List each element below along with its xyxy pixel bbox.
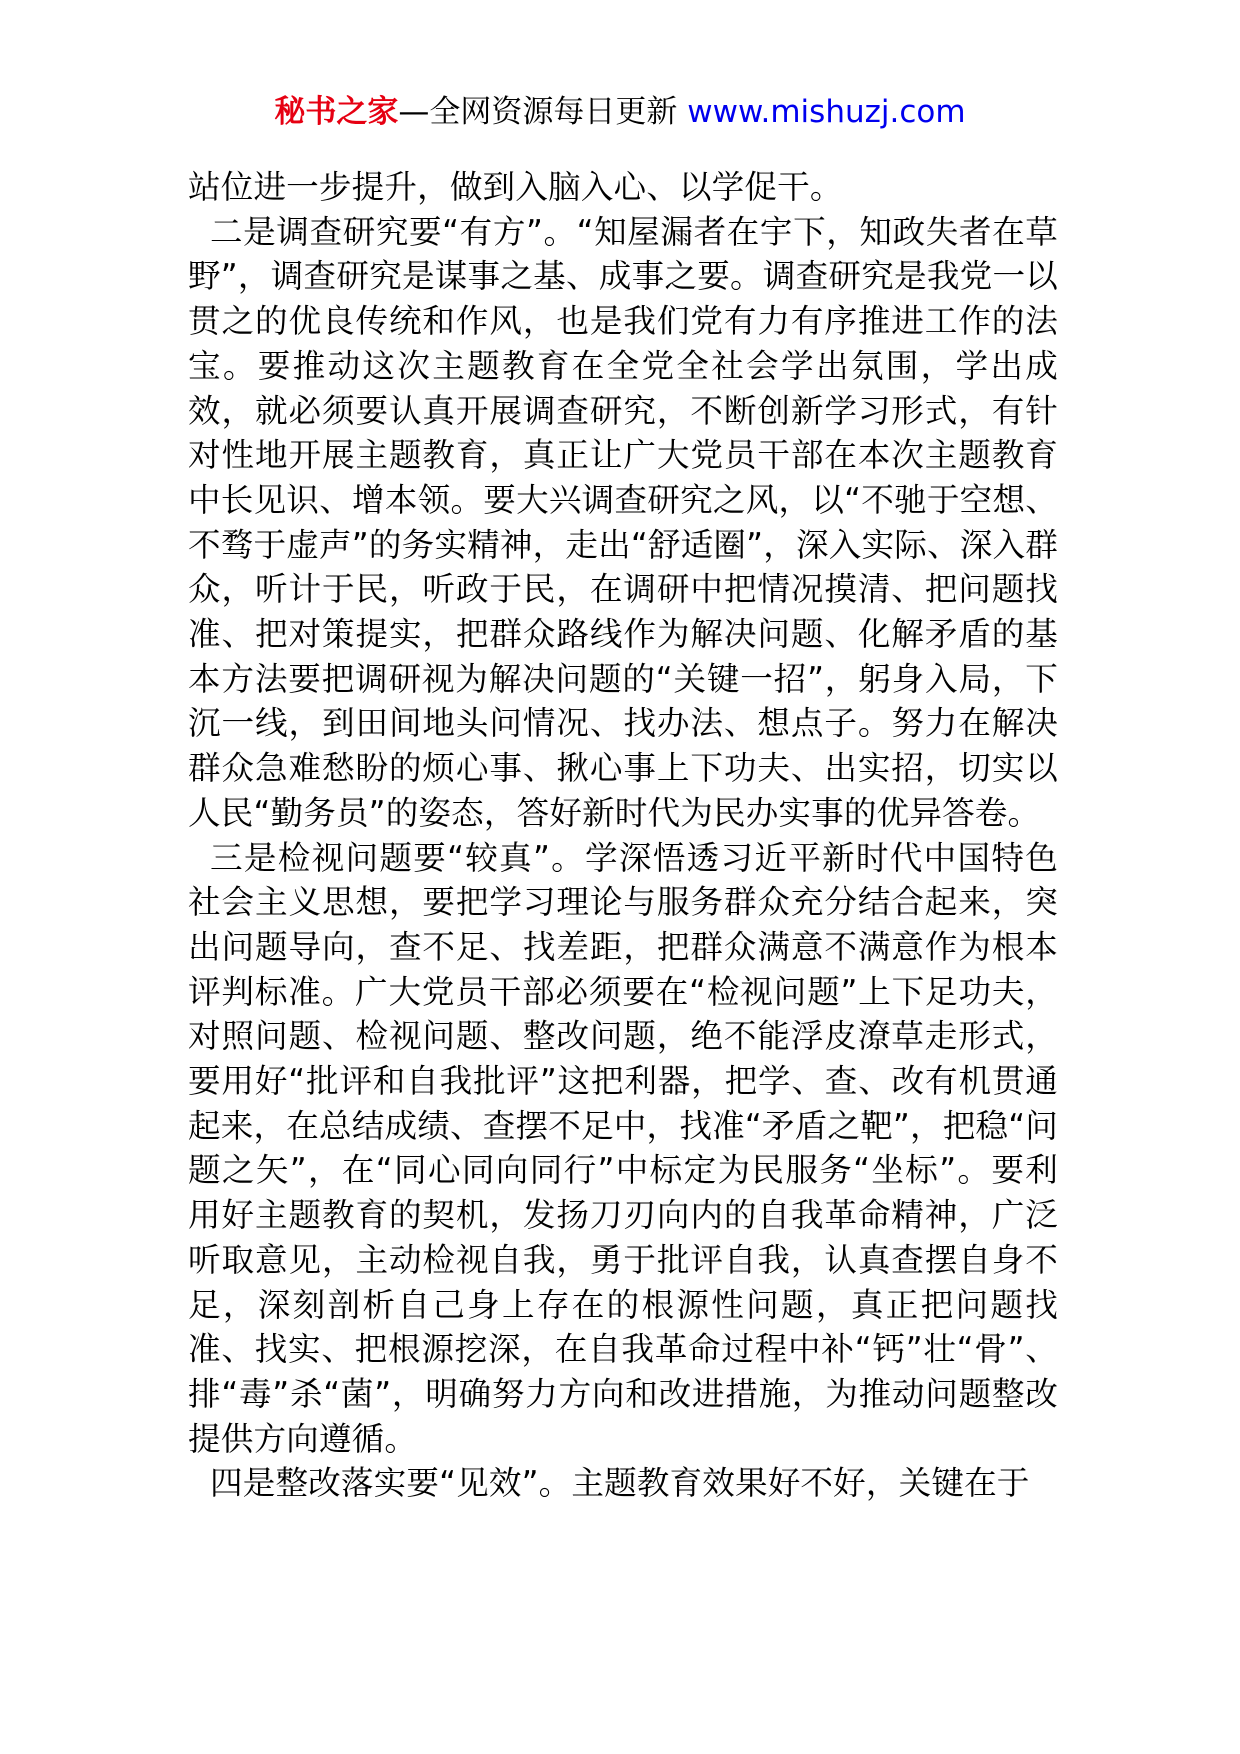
- site-url-link[interactable]: www.mishuzj.com: [687, 94, 966, 130]
- paragraph-inspection: 三是检视问题要“较真”。学深悟透习近平新时代中国特色社会主义思想，要把学习理论与服务群众充分结合起来，突出问题导向，查不足、找差距，把群众满意不满意作为根本评判标准。广大党员干部必须要在“检视问题”上下足功夫，对照问题、检视问题、整改问题，绝不能浮皮潦草走形式，要用好“批评和自我批评”这把利器，把学、查、改有机贯通起来，在总结成绩、查摆不足中，找准“矛盾之靶”，把稳“问题之矢”，在“同心同向同行”中标定为民服务“坐标”。要利用好主题教育的契机，发扬刀刃向内的自我革命精神，广泛听取意见，主动检视自我，勇于批评自我，认真查摆自身不足，深刻剖析自己身上存在的根源性问题，真正把问题找准、找实、把根源挖深，在自我革命过程中补“钙”壮“骨”、排“毒”杀“菌”，明确努力方向和改进措施，为推动问题整改提供方向遵循。: [188, 838, 1058, 1458]
- paragraph-research: 二是调查研究要“有方”。“知屋漏者在宇下，知政失者在草野”，调查研究是谋事之基、成事之要。调查研究是我党一以贯之的优良传统和作风，也是我们党有力有序推进工作的法宝。要推动这次主题教育在全党全社会学出氛围，学出成效，就必须要认真开展调查研究，不断创新学习形式，有针对性地开展主题教育，真正让广大党员干部在本次主题教育中长见识、增本领。要大兴调查研究之风，以“不驰于空想、不骛于虚声”的务实精神，走出“舒适圈”，深入实际、深入群众，听计于民，听政于民，在调研中把情况摸清、把问题找准、把对策提实，把群众路线作为解决问题、化解矛盾的基本方法要把调研视为解决问题的“关键一招”，躬身入局，下沉一线，到田间地头问情况、找办法、想点子。努力在解决群众急难愁盼的烦心事、揪心事上下功夫、出实招，切实以人民“勤务员”的姿态，答好新时代为民办实事的优异答卷。: [188, 212, 1058, 832]
- document-body: [188, 165, 1058, 1506]
- page-header: [0, 92, 1240, 132]
- paragraph-continuation: 站位进一步提升，做到入脑入心、以学促干。: [188, 168, 843, 206]
- header-tagline: —全网资源每日更新: [398, 94, 688, 130]
- brand-name: 秘书之家: [274, 94, 399, 130]
- paragraph-rectification: 四是整改落实要“见效”。主题教育效果好不好，关键在于: [210, 1464, 1030, 1503]
